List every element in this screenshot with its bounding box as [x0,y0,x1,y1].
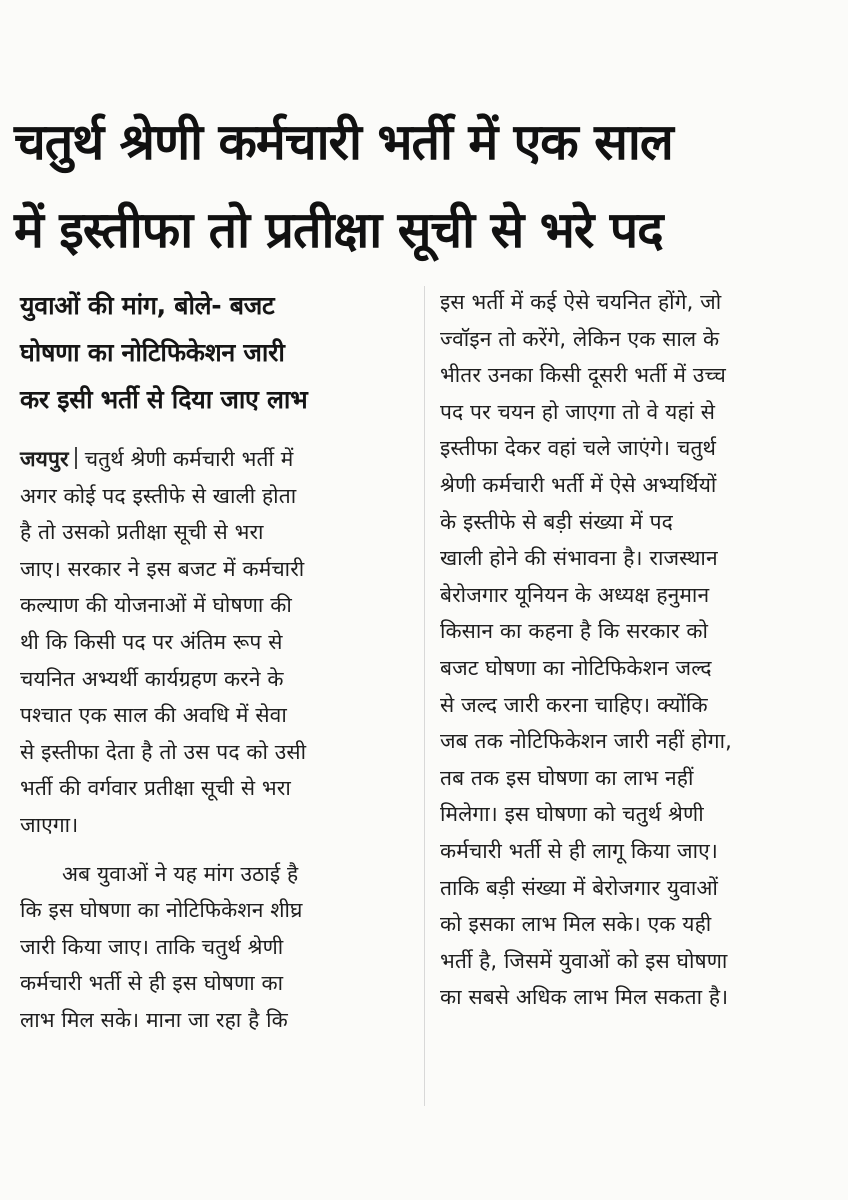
headline-line: चतुर्थ श्रेणी कर्मचारी भर्ती में एक साल [14,113,673,171]
paragraph-line: से इस्तीफा देता है तो उस पद को उसी [20,739,307,764]
paragraph-line: इस भर्ती में कई ऐसे चयनित होंगे, जो [440,290,722,314]
paragraph-line: भर्ती की वर्गवार प्रतीक्षा सूची से भरा [20,776,291,801]
paragraph-line: ज्वॉइन तो करेंगे, लेकिन एक साल के [440,326,720,351]
paragraph-line: भीतर उनका किसी दूसरी भर्ती में उच्च [440,363,726,388]
right-column [440,284,830,1016]
paragraph-line: थी कि किसी पद पर अंतिम रूप से [20,629,283,654]
paragraph-2 [20,856,412,1039]
paragraph-line [20,441,412,478]
subheadline-line: घोषणा का नोटिफिकेशन जारी [20,338,285,367]
paragraph-3 [440,284,830,1016]
paragraph-line: कल्याण की योजनाओं में घोषणा की [20,593,292,618]
paragraph-line: इस्तीफा देकर वहां चले जाएंगे। चतुर्थ [440,436,717,461]
paragraph-line: चयनित अभ्यर्थी कार्यग्रहण करने के [20,666,284,691]
paragraph-line: अगर कोई पद इस्तीफे से खाली होता [20,483,297,508]
paragraph-line: जाएगा। [20,812,79,837]
left-column [20,282,412,1039]
dateline: जयपुर [20,447,69,471]
paragraph-line: ताकि बड़ी संख्या में बेरोजगार युवाओं [440,875,718,900]
subheadline-line: कर इसी भर्ती से दिया जाए लाभ [20,385,308,414]
paragraph-line-text: चतुर्थ श्रेणी कर्मचारी भर्ती में [84,447,294,471]
paragraph-line: से जल्द जारी करना चाहिए। क्योंकि [440,692,708,717]
paragraph-line: जब तक नोटिफिकेशन जारी नहीं होगा, [440,729,732,754]
paragraph-line: जारी किया जाए। ताकि चतुर्थ श्रेणी [20,934,284,959]
paragraph-line: श्रेणी कर्मचारी भर्ती में ऐसे अभ्यर्थियों [440,472,717,497]
paragraph-line: कर्मचारी भर्ती से ही इस घोषणा का [20,971,284,996]
paragraph-line: भर्ती है, जिसमें युवाओं को इस घोषणा [440,948,728,973]
headline [14,98,834,274]
paragraph-line: खाली होने की संभावना है। राजस्थान [440,546,718,571]
paragraph-line: किसान का कहना है कि सरकार को [440,619,709,644]
paragraph-line: मिलेगा। इस घोषणा को चतुर्थ श्रेणी [440,802,704,827]
paragraph-line: कि इस घोषणा का नोटिफिकेशन शीघ्र [20,898,303,923]
dateline-separator [75,447,77,469]
paragraph-line: अब युवाओं ने यह मांग उठाई है [62,861,299,886]
paragraph-1 [20,441,412,844]
paragraph-line: के इस्तीफे से बड़ी संख्या में पद [440,509,673,534]
paragraph-line: का सबसे अधिक लाभ मिल सकता है। [440,985,729,1010]
paragraph-line: है तो उसको प्रतीक्षा सूची से भरा [20,520,264,545]
paragraph-line: पश्चात एक साल की अवधि में सेवा [20,703,287,728]
headline-line: में इस्तीफा तो प्रतीक्षा सूची से भरे पद [14,201,663,259]
subheadline-line: युवाओं की मांग, बोले- बजट [20,291,275,320]
paragraph-line: कर्मचारी भर्ती से ही लागू किया जाए। [440,838,718,863]
paragraph-line: पद पर चयन हो जाएगा तो वे यहां से [440,399,716,424]
subheadline [20,282,412,423]
paragraph-line: लाभ मिल सके। माना जा रहा है कि [20,1007,288,1032]
column-divider [424,286,425,1106]
paragraph-line: बेरोजगार यूनियन के अध्यक्ष हनुमान [440,582,710,607]
paragraph-line: जाए। सरकार ने इस बजट में कर्मचारी [20,556,305,581]
paragraph-line: तब तक इस घोषणा का लाभ नहीं [440,765,694,790]
paragraph-line: बजट घोषणा का नोटिफिकेशन जल्द [440,655,712,680]
paragraph-line: को इसका लाभ मिल सके। एक यही [440,912,712,937]
